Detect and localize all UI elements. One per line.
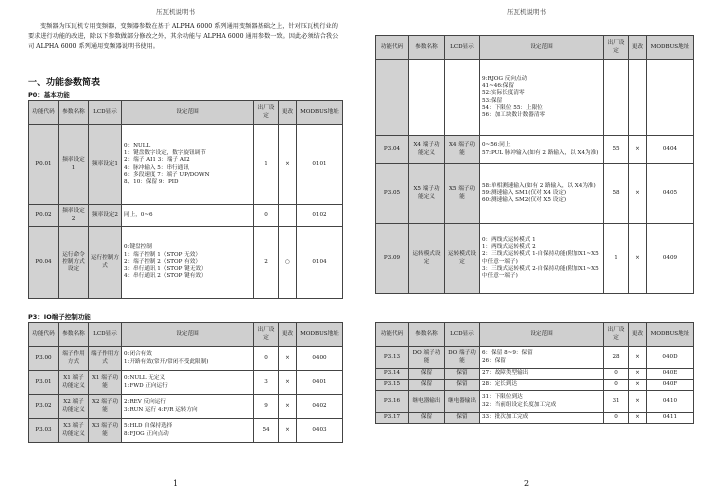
param-lcd: DO 端子功能 bbox=[445, 347, 480, 369]
param-modbus: 0409 bbox=[647, 224, 694, 294]
range-line: 56：加工块数计数器清零 bbox=[482, 112, 546, 119]
param-change: × bbox=[279, 347, 297, 371]
param-name: 运转模式设定 bbox=[409, 224, 445, 294]
param-change: × bbox=[279, 125, 297, 205]
page-2 bbox=[351, 0, 702, 496]
param-table-p3-cont bbox=[375, 35, 694, 294]
range-line: 3:RUN 运行 4:F/R 运转方向 bbox=[124, 406, 198, 413]
param-default: 28 bbox=[604, 347, 629, 369]
param-default: 1 bbox=[254, 125, 279, 205]
table-row bbox=[29, 227, 343, 299]
range-line: 0：两线式运转模式 1 bbox=[482, 236, 536, 243]
param-lcd: 保留 bbox=[445, 413, 480, 424]
header-modbus: MODBUS地址 bbox=[297, 323, 343, 347]
range-line: 31：下限位到达 bbox=[482, 394, 523, 401]
param-default: 2 bbox=[254, 227, 279, 299]
header-code: 功能代码 bbox=[376, 323, 409, 347]
param-range bbox=[480, 369, 604, 380]
range-line: 6：保留 8~9：保留 bbox=[482, 350, 533, 357]
running-header: 压瓦机说明书 bbox=[156, 8, 195, 16]
range-line: 同上，0~6 bbox=[124, 211, 153, 218]
page-number: 2 bbox=[523, 479, 530, 488]
param-modbus: 0405 bbox=[647, 164, 694, 224]
range-line: 1：键盘数字设定，数字旋钮调节 bbox=[124, 149, 206, 156]
header-range: 设定范围 bbox=[480, 36, 604, 60]
param-default: 0 bbox=[254, 347, 279, 371]
range-line: 8、10：保留 9：PID bbox=[124, 179, 179, 186]
table-header-row bbox=[376, 323, 694, 347]
range-line: 28：定长到达 bbox=[482, 381, 518, 388]
range-line: 0:NULL 无定义 bbox=[124, 375, 166, 382]
param-lcd: 保留 bbox=[445, 369, 480, 380]
range-line: 3：三线式运转模式 2-自保持功能(附加X1~X5 中任意一端子) bbox=[482, 265, 599, 280]
range-line: 0:键盘控制 bbox=[124, 244, 152, 251]
param-lcd: 保留 bbox=[445, 380, 480, 391]
table-row bbox=[29, 125, 343, 205]
table-row bbox=[376, 391, 694, 413]
param-range bbox=[122, 371, 254, 395]
param-code: P0.01 bbox=[29, 125, 59, 205]
param-range bbox=[122, 227, 254, 299]
param-modbus: 040D bbox=[647, 347, 694, 369]
param-code: P3.05 bbox=[376, 164, 409, 224]
param-name: X1 端子功能定义 bbox=[59, 371, 89, 395]
param-modbus: 0104 bbox=[297, 227, 343, 299]
param-lcd: X2 端子功能 bbox=[89, 395, 122, 419]
param-range bbox=[122, 395, 254, 419]
header-range: 设定范围 bbox=[122, 323, 254, 347]
param-lcd: 运行控制方式 bbox=[89, 227, 122, 299]
table-row bbox=[376, 380, 694, 391]
range-line: 57:PUL 脉冲输入(如有 2 路输入，以 X4为准) bbox=[482, 149, 599, 156]
header-range: 设定范围 bbox=[122, 101, 254, 125]
param-lcd: 端子作用方式 bbox=[89, 347, 122, 371]
param-default: 0 bbox=[604, 413, 629, 424]
table-row bbox=[29, 205, 343, 227]
param-range bbox=[480, 347, 604, 369]
header-modbus: MODBUS地址 bbox=[647, 36, 694, 60]
header-change: 更改 bbox=[629, 323, 647, 347]
header-code: 功能代码 bbox=[29, 101, 59, 125]
range-line: 2:REV 反向运行 bbox=[124, 399, 166, 406]
param-code: P3.00 bbox=[29, 347, 59, 371]
param-change: × bbox=[629, 380, 647, 391]
table-row bbox=[376, 369, 694, 380]
param-modbus: 040E bbox=[647, 369, 694, 380]
param-change: × bbox=[629, 413, 647, 424]
param-modbus: 0402 bbox=[297, 395, 343, 419]
table-header-row bbox=[29, 323, 343, 347]
param-code: P3.01 bbox=[29, 371, 59, 395]
range-line: 52:实际长度清零 bbox=[482, 90, 525, 97]
header-default: 出厂设定 bbox=[254, 101, 279, 125]
range-line: 59:测速输入 SM1(仅对 X4 设定) bbox=[482, 189, 567, 196]
table-row bbox=[376, 224, 694, 294]
param-modbus: 0403 bbox=[297, 419, 343, 443]
param-code: P3.16 bbox=[376, 391, 409, 413]
range-line: 0：NULL bbox=[124, 142, 151, 149]
group-title-p3: P3：IO端子控制功能 bbox=[28, 313, 91, 321]
param-change bbox=[279, 205, 297, 227]
param-change: × bbox=[279, 419, 297, 443]
param-name: X2 端子功能定义 bbox=[59, 395, 89, 419]
header-lcd: LCD显示 bbox=[89, 323, 122, 347]
param-range bbox=[480, 136, 604, 164]
param-default: 58 bbox=[604, 164, 629, 224]
param-code: P3.02 bbox=[29, 395, 59, 419]
header-lcd: LCD显示 bbox=[445, 323, 480, 347]
param-name: 频率设定1 bbox=[59, 125, 89, 205]
param-lcd: X3 端子功能 bbox=[89, 419, 122, 443]
param-range bbox=[480, 413, 604, 424]
param-range bbox=[480, 224, 604, 294]
table-row bbox=[376, 164, 694, 224]
range-line: 1:开路有效(常开/常闭不受此限制) bbox=[124, 358, 209, 365]
page-number: 1 bbox=[172, 479, 179, 488]
param-lcd: X4 端子功能 bbox=[445, 136, 480, 164]
param-default: 55 bbox=[604, 136, 629, 164]
range-line: 53:保留 bbox=[482, 97, 503, 104]
table-row bbox=[376, 60, 694, 136]
range-line: 9:RJOG 反向点动 bbox=[482, 75, 528, 82]
param-code: P3.03 bbox=[29, 419, 59, 443]
param-default: 9 bbox=[254, 395, 279, 419]
param-code: P3.13 bbox=[376, 347, 409, 369]
param-name: X4 端子功能定义 bbox=[409, 136, 445, 164]
range-line: 0:闭合有效 bbox=[124, 351, 152, 358]
param-name: 保留 bbox=[409, 413, 445, 424]
range-line: 1：端子控制 1（STOP 无效） bbox=[124, 251, 201, 258]
range-line: 32：当前组设定长度加工完成 bbox=[482, 401, 557, 408]
param-modbus: 0102 bbox=[297, 205, 343, 227]
range-line: 4：脉冲输入 5：串行通讯 bbox=[124, 164, 189, 171]
header-default: 出厂设定 bbox=[604, 36, 629, 60]
header-code: 功能代码 bbox=[376, 36, 409, 60]
param-range bbox=[122, 205, 254, 227]
param-lcd: 频率设定1 bbox=[89, 125, 122, 205]
param-modbus: 0404 bbox=[647, 136, 694, 164]
range-line: 41~46:保留 bbox=[482, 82, 514, 89]
param-default: 31 bbox=[604, 391, 629, 413]
header-code: 功能代码 bbox=[29, 323, 59, 347]
range-line: 60:测速输入 SM2(仅对 X5 设定) bbox=[482, 197, 567, 204]
param-name: 保留 bbox=[409, 369, 445, 380]
range-line: 33：批次加工完成 bbox=[482, 414, 529, 421]
param-table-p3 bbox=[28, 322, 343, 443]
param-code: P0.02 bbox=[29, 205, 59, 227]
header-change: 更改 bbox=[279, 101, 297, 125]
param-range bbox=[480, 60, 604, 136]
header-change: 更改 bbox=[279, 323, 297, 347]
param-range bbox=[122, 347, 254, 371]
header-default: 出厂设定 bbox=[254, 323, 279, 347]
param-table-p0 bbox=[28, 100, 343, 299]
table-row bbox=[376, 413, 694, 424]
param-range bbox=[122, 419, 254, 443]
range-line: 8:FJOG 正向点动 bbox=[124, 430, 169, 437]
range-line: 58:单相测速输入(如有 2 路输入，以 X4为准) bbox=[482, 182, 596, 189]
param-change: × bbox=[629, 391, 647, 413]
param-lcd: 运转模式设定 bbox=[445, 224, 480, 294]
header-modbus: MODBUS地址 bbox=[297, 101, 343, 125]
header-name: 参数名称 bbox=[409, 323, 445, 347]
param-change: × bbox=[629, 136, 647, 164]
header-modbus: MODBUS地址 bbox=[647, 323, 694, 347]
param-code: P3.14 bbox=[376, 369, 409, 380]
param-range bbox=[122, 125, 254, 205]
header-name: 参数名称 bbox=[59, 101, 89, 125]
range-line: 0~56:同上 bbox=[482, 142, 511, 149]
param-lcd: 频率设定2 bbox=[89, 205, 122, 227]
table-row bbox=[29, 395, 343, 419]
range-line: 54：下限位 55：上限位 bbox=[482, 104, 543, 111]
range-line: 1:FWD 正向运行 bbox=[124, 382, 168, 389]
param-name: X5 端子功能定义 bbox=[409, 164, 445, 224]
intro-paragraph: 变频器为压瓦机专用变频器，变频器参数在基于 ALPHA 6000 系列通用变频器基础之上，针对压瓦机行业的要求进行功能的改进，除以下参数做部分修改之外，其余功能与 ALPHA 6000 通用参数一致。因此必须结合我公司 ALPHA 6000 系列通用变频器说明书使用。 bbox=[28, 23, 339, 51]
section-title: 一、功能参数简表 bbox=[28, 78, 101, 88]
header-name: 参数名称 bbox=[409, 36, 445, 60]
param-default: 54 bbox=[254, 419, 279, 443]
param-modbus: 0411 bbox=[647, 413, 694, 424]
param-default: 0 bbox=[604, 380, 629, 391]
param-code: P3.09 bbox=[376, 224, 409, 294]
param-default: 1 bbox=[604, 224, 629, 294]
param-default: 0 bbox=[254, 205, 279, 227]
table-header-row bbox=[376, 36, 694, 60]
header-name: 参数名称 bbox=[59, 323, 89, 347]
running-header: 压瓦机说明书 bbox=[507, 8, 546, 16]
table-row bbox=[29, 371, 343, 395]
range-line: 2：端子控制 2（STOP 有效） bbox=[124, 258, 201, 265]
param-range bbox=[480, 164, 604, 224]
param-modbus: 0400 bbox=[297, 347, 343, 371]
table-row bbox=[376, 347, 694, 369]
param-code: P0.04 bbox=[29, 227, 59, 299]
range-line: 5:HLD 自保持选择 bbox=[124, 423, 173, 430]
param-range bbox=[480, 380, 604, 391]
param-change: × bbox=[629, 164, 647, 224]
header-lcd: LCD显示 bbox=[445, 36, 480, 60]
param-modbus: 0401 bbox=[297, 371, 343, 395]
range-line: 2：三线式运转模式 1-自保持功能(附加X1~X5 中任意一端子) bbox=[482, 251, 599, 265]
param-modbus: 0101 bbox=[297, 125, 343, 205]
param-table-p3-outputs bbox=[375, 322, 694, 424]
param-modbus: 0410 bbox=[647, 391, 694, 413]
param-modbus: 040F bbox=[647, 380, 694, 391]
table-row bbox=[29, 347, 343, 371]
param-change: × bbox=[629, 347, 647, 369]
param-lcd: X1 端子功能 bbox=[89, 371, 122, 395]
range-line: 4：串行通讯 2（STOP 键有效） bbox=[124, 273, 207, 280]
range-line: 1：两线式运转模式 2 bbox=[482, 243, 536, 250]
group-title-p0: P0：基本功能 bbox=[28, 91, 70, 99]
param-change: × bbox=[279, 395, 297, 419]
param-code: P3.17 bbox=[376, 413, 409, 424]
param-name: 频率设定2 bbox=[59, 205, 89, 227]
range-line: 2：端子 AI1 3：端子 AI2 bbox=[124, 157, 190, 164]
param-default: 0 bbox=[604, 369, 629, 380]
table-header-row bbox=[29, 101, 343, 125]
param-code: P3.04 bbox=[376, 136, 409, 164]
table-row bbox=[376, 136, 694, 164]
header-change: 更改 bbox=[629, 36, 647, 60]
param-name: DO 端子功能 bbox=[409, 347, 445, 369]
param-range bbox=[480, 391, 604, 413]
param-name: 运行命令控制方式设定 bbox=[59, 227, 89, 299]
param-name: 继电器输出 bbox=[409, 391, 445, 413]
param-change: × bbox=[629, 224, 647, 294]
param-change: × bbox=[629, 369, 647, 380]
param-change: × bbox=[279, 371, 297, 395]
param-change: ○ bbox=[279, 227, 297, 299]
param-default: 3 bbox=[254, 371, 279, 395]
range-line: 26：保留 bbox=[482, 357, 506, 364]
header-default: 出厂设定 bbox=[604, 323, 629, 347]
param-lcd: X5 端子功能 bbox=[445, 164, 480, 224]
param-name: X3 端子功能定义 bbox=[59, 419, 89, 443]
range-line: 27：故障类型输出 bbox=[482, 370, 529, 377]
range-line: 6：多段速度 7：端子 UP/DOWN bbox=[124, 171, 210, 178]
range-line: 3：串行通讯 1（STOP 键无效） bbox=[124, 266, 207, 273]
param-name: 端子作用方式 bbox=[59, 347, 89, 371]
header-lcd: LCD显示 bbox=[89, 101, 122, 125]
param-lcd: 继电器输出 bbox=[445, 391, 480, 413]
table-row bbox=[29, 419, 343, 443]
param-code: P3.15 bbox=[376, 380, 409, 391]
param-name: 保留 bbox=[409, 380, 445, 391]
header-range: 设定范围 bbox=[480, 323, 604, 347]
